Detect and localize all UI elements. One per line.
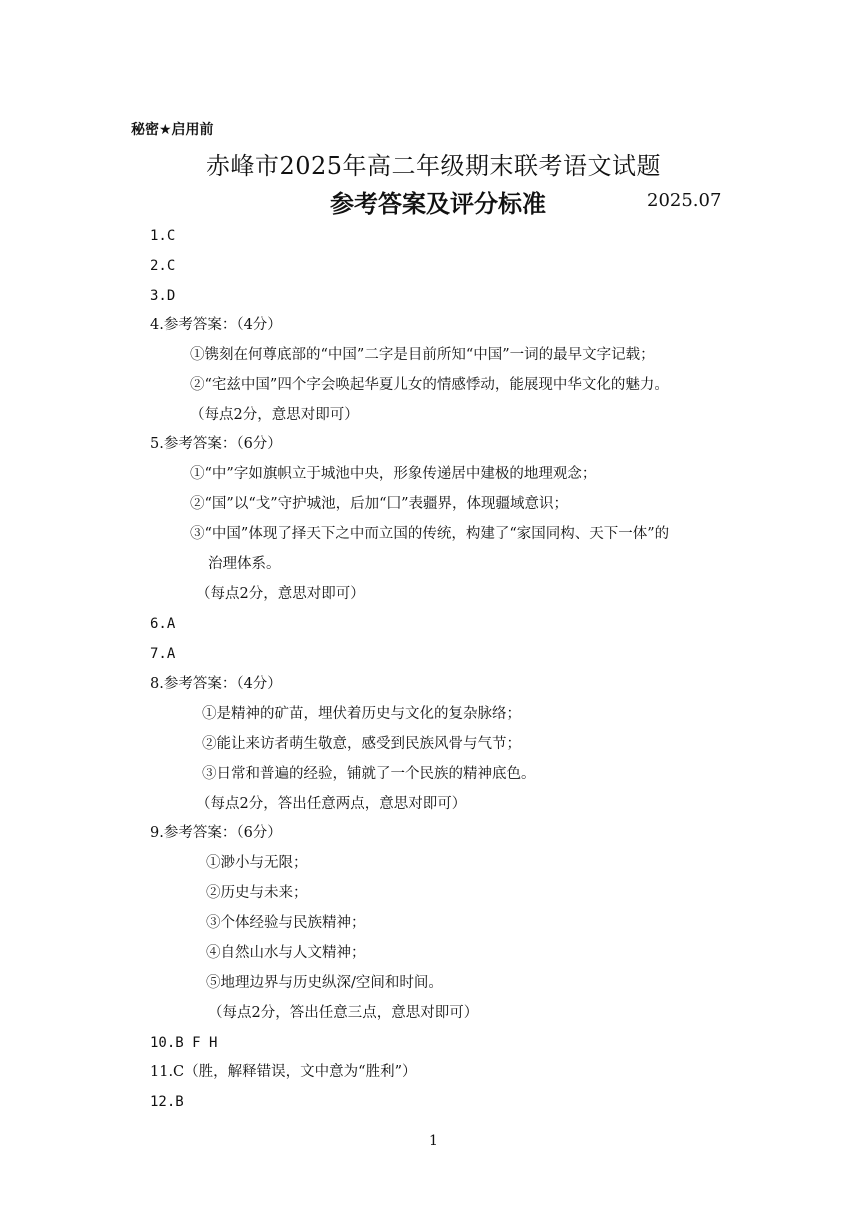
answer-5-point-3-cont: 治理体系。 bbox=[208, 556, 281, 572]
answer-8-point-3: ③日常和普遍的经验，铺就了一个民族的精神底色。 bbox=[202, 766, 536, 782]
answer-3: 3.D bbox=[150, 288, 176, 304]
answer-5-point-2: ②“国”以“戈”守护城池，后加“囗”表疆界，体现疆域意识； bbox=[190, 496, 568, 512]
answer-9-point-3: ③个体经验与民族精神； bbox=[206, 915, 366, 931]
answer-4-point-2: ②“宅兹中国”四个字会唤起华夏儿女的情感悸动，能展现中华文化的魅力。 bbox=[190, 377, 669, 393]
page-number: 1 bbox=[429, 1133, 438, 1149]
answer-10: 10.B F H bbox=[150, 1035, 218, 1051]
answer-5-point-1: ①“中”字如旗帜立于城池中央，形象传递居中建极的地理观念； bbox=[190, 466, 597, 482]
answer-6: 6.A bbox=[150, 616, 176, 632]
answer-9-point-1: ①渺小与无限； bbox=[206, 855, 308, 871]
answer-5-heading: 5.参考答案：（6分） bbox=[150, 436, 282, 452]
document-subtitle: 参考答案及评分标准 bbox=[330, 190, 546, 218]
secret-label: 秘密★启用前 bbox=[131, 122, 214, 138]
answer-4-heading: 4.参考答案：（4分） bbox=[150, 317, 282, 333]
answer-9-point-4: ④自然山水与人文精神； bbox=[206, 945, 366, 961]
answer-5-note: （每点2分，意思对即可） bbox=[196, 586, 365, 602]
answer-8-point-1: ①是精神的矿苗，埋伏着历史与文化的复杂脉络； bbox=[202, 706, 521, 722]
answer-9-point-5: ⑤地理边界与历史纵深/空间和时间。 bbox=[206, 975, 443, 991]
answer-9-note: （每点2分，答出任意三点，意思对即可） bbox=[208, 1005, 479, 1021]
answer-2: 2.C bbox=[150, 258, 176, 274]
document-title: 赤峰市2025年高二年级期末联考语文试题 bbox=[205, 152, 662, 180]
answer-8-point-2: ②能让来访者萌生敬意，感受到民族风骨与气节； bbox=[202, 736, 521, 752]
answer-12: 12.B bbox=[150, 1094, 184, 1110]
answer-9-point-2: ②历史与未来； bbox=[206, 885, 308, 901]
document-date: 2025.07 bbox=[647, 190, 722, 211]
answer-1: 1.C bbox=[150, 228, 176, 244]
answer-11: 11.C（胜，解释错误，文中意为“胜利”） bbox=[150, 1064, 417, 1080]
answer-8-heading: 8.参考答案：（4分） bbox=[150, 676, 282, 692]
answer-8-note: （每点2分，答出任意两点，意思对即可） bbox=[196, 796, 467, 812]
answer-4-point-1: ①镌刻在何尊底部的“中国”二字是目前所知“中国”一词的最早文字记载； bbox=[190, 347, 655, 363]
answer-4-note: （每点2分，意思对即可） bbox=[190, 407, 359, 423]
answer-9-heading: 9.参考答案：（6分） bbox=[150, 825, 282, 841]
answer-7: 7.A bbox=[150, 646, 176, 662]
answer-5-point-3: ③“中国”体现了择天下之中而立国的传统，构建了“家国同构、天下一体”的 bbox=[190, 526, 670, 542]
